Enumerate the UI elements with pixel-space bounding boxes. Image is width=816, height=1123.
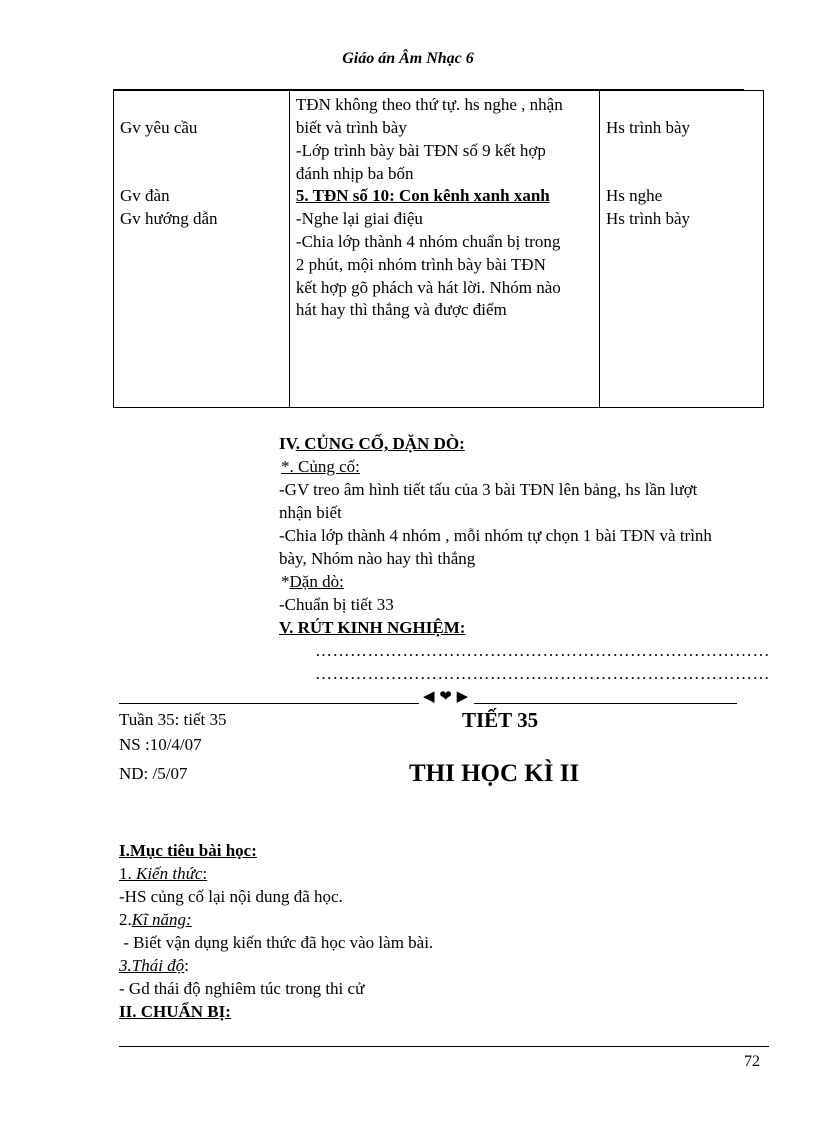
content-line: đánh nhịp ba bốn [295, 164, 414, 183]
ns-date: NS :10/4/07 [119, 735, 202, 754]
knowledge-label-line [119, 862, 433, 885]
section4-line: -Chia lớp thành 4 nhóm , mỗi nhóm tự chọn 1 bài TĐN và trình [279, 526, 712, 545]
content-line: -Chia lớp thành 4 nhóm chuẩn bị trong [295, 232, 561, 251]
skills-num: 2. [119, 910, 132, 929]
nd-date: ND: /5/07 [119, 764, 188, 783]
page-header-title: Giáo án Âm Nhạc 6 [342, 50, 474, 67]
student-activity-3: Hs trình bày [605, 209, 691, 228]
teacher-activity-1: Gv yêu cầu [120, 118, 198, 137]
content-cell [289, 91, 599, 408]
dotted-line: …………………………………………………………………… [315, 664, 770, 683]
objectives-heading: I.Mục tiêu bài học: [119, 841, 257, 860]
week-lesson-label: Tuần 35: tiết 35 [119, 710, 227, 729]
knowledge-num: 1. [119, 864, 136, 883]
page-number: 72 [744, 1053, 760, 1070]
cungco-label: *. Củng cố: [281, 457, 360, 476]
content-line: 2 phút, mội nhóm trình bày bài TĐN [295, 255, 546, 274]
content-line: -Lớp trình bày bài TĐN số 9 kết hợp [295, 141, 546, 160]
preparation-heading: II. CHUẨN BỊ: [119, 1002, 231, 1021]
student-activity-2: Hs nghe [605, 186, 663, 205]
knowledge-label: Kiến thức [136, 864, 203, 883]
dando-label: Dặn dò: [289, 572, 344, 591]
teacher-activity-3: Gv hướng dẫn [120, 209, 218, 228]
knowledge-colon: : [202, 864, 208, 883]
exam-title: THI HỌC KÌ II [409, 760, 580, 787]
content-line: -Nghe lại giai điệu [295, 209, 423, 228]
student-activity-cell [599, 91, 763, 408]
section4-line: -GV treo âm hình tiết tấu của 3 bài TĐN lên bảng, hs lần lượt [279, 480, 698, 499]
tdn10-heading: 5. TĐN số 10: Con kênh xanh xanh [295, 186, 550, 205]
rut-kinh-nghiem-heading: V. RÚT KINH NGHIỆM: [279, 618, 466, 637]
lesson-table [113, 90, 764, 408]
skills-text: - Biết vận dụng kiến thức đã học vào làm bài. [119, 933, 434, 952]
attitude-label: 3.Thái độ [119, 956, 185, 975]
section4-line: bày, Nhóm nào hay thì thắng [279, 549, 476, 568]
lesson-number-title: TIẾT 35 [462, 708, 539, 732]
objectives-section [119, 839, 433, 1023]
footer-rule [119, 1046, 769, 1047]
section4-heading-rest: . CỦNG CỐ, DẶN DÒ: [295, 434, 465, 453]
divider-right-rule [474, 703, 737, 704]
attitude-text: - Gd thái độ nghiêm túc trong thi cử [119, 979, 365, 998]
attitude-label-line [119, 954, 433, 977]
student-activity-1: Hs trình bày [605, 118, 691, 137]
divider-ornament-icon: ◀ ❤ ▶ [423, 687, 469, 705]
dando-label-line [281, 570, 770, 593]
content-line: kết hợp gõ phách và hát lời. Nhóm nào [295, 278, 561, 297]
content-line: hát hay thì thắng và được điểm [295, 300, 507, 319]
teacher-activity-cell [114, 91, 290, 408]
content-line: TĐN không theo thứ tự. hs nghe , nhận [295, 95, 563, 114]
knowledge-text: -HS củng cố lại nội dung đã học. [119, 887, 343, 906]
section4-heading-prefix: IV [279, 434, 296, 453]
divider-left-rule [119, 703, 419, 704]
content-line: biết và trình bày [295, 118, 407, 137]
consolidation-section [279, 432, 770, 685]
teacher-activity-2: Gv đàn [120, 186, 170, 205]
dando-line: -Chuẩn bị tiết 33 [279, 595, 394, 614]
skills-label-line [119, 908, 433, 931]
dotted-line: …………………………………………………………………… [315, 641, 770, 660]
skills-label: Kĩ năng: [131, 910, 192, 929]
section4-heading [279, 432, 770, 455]
attitude-colon: : [184, 956, 189, 975]
dando-star: * [281, 572, 290, 591]
section4-line: nhận biết [279, 503, 342, 522]
